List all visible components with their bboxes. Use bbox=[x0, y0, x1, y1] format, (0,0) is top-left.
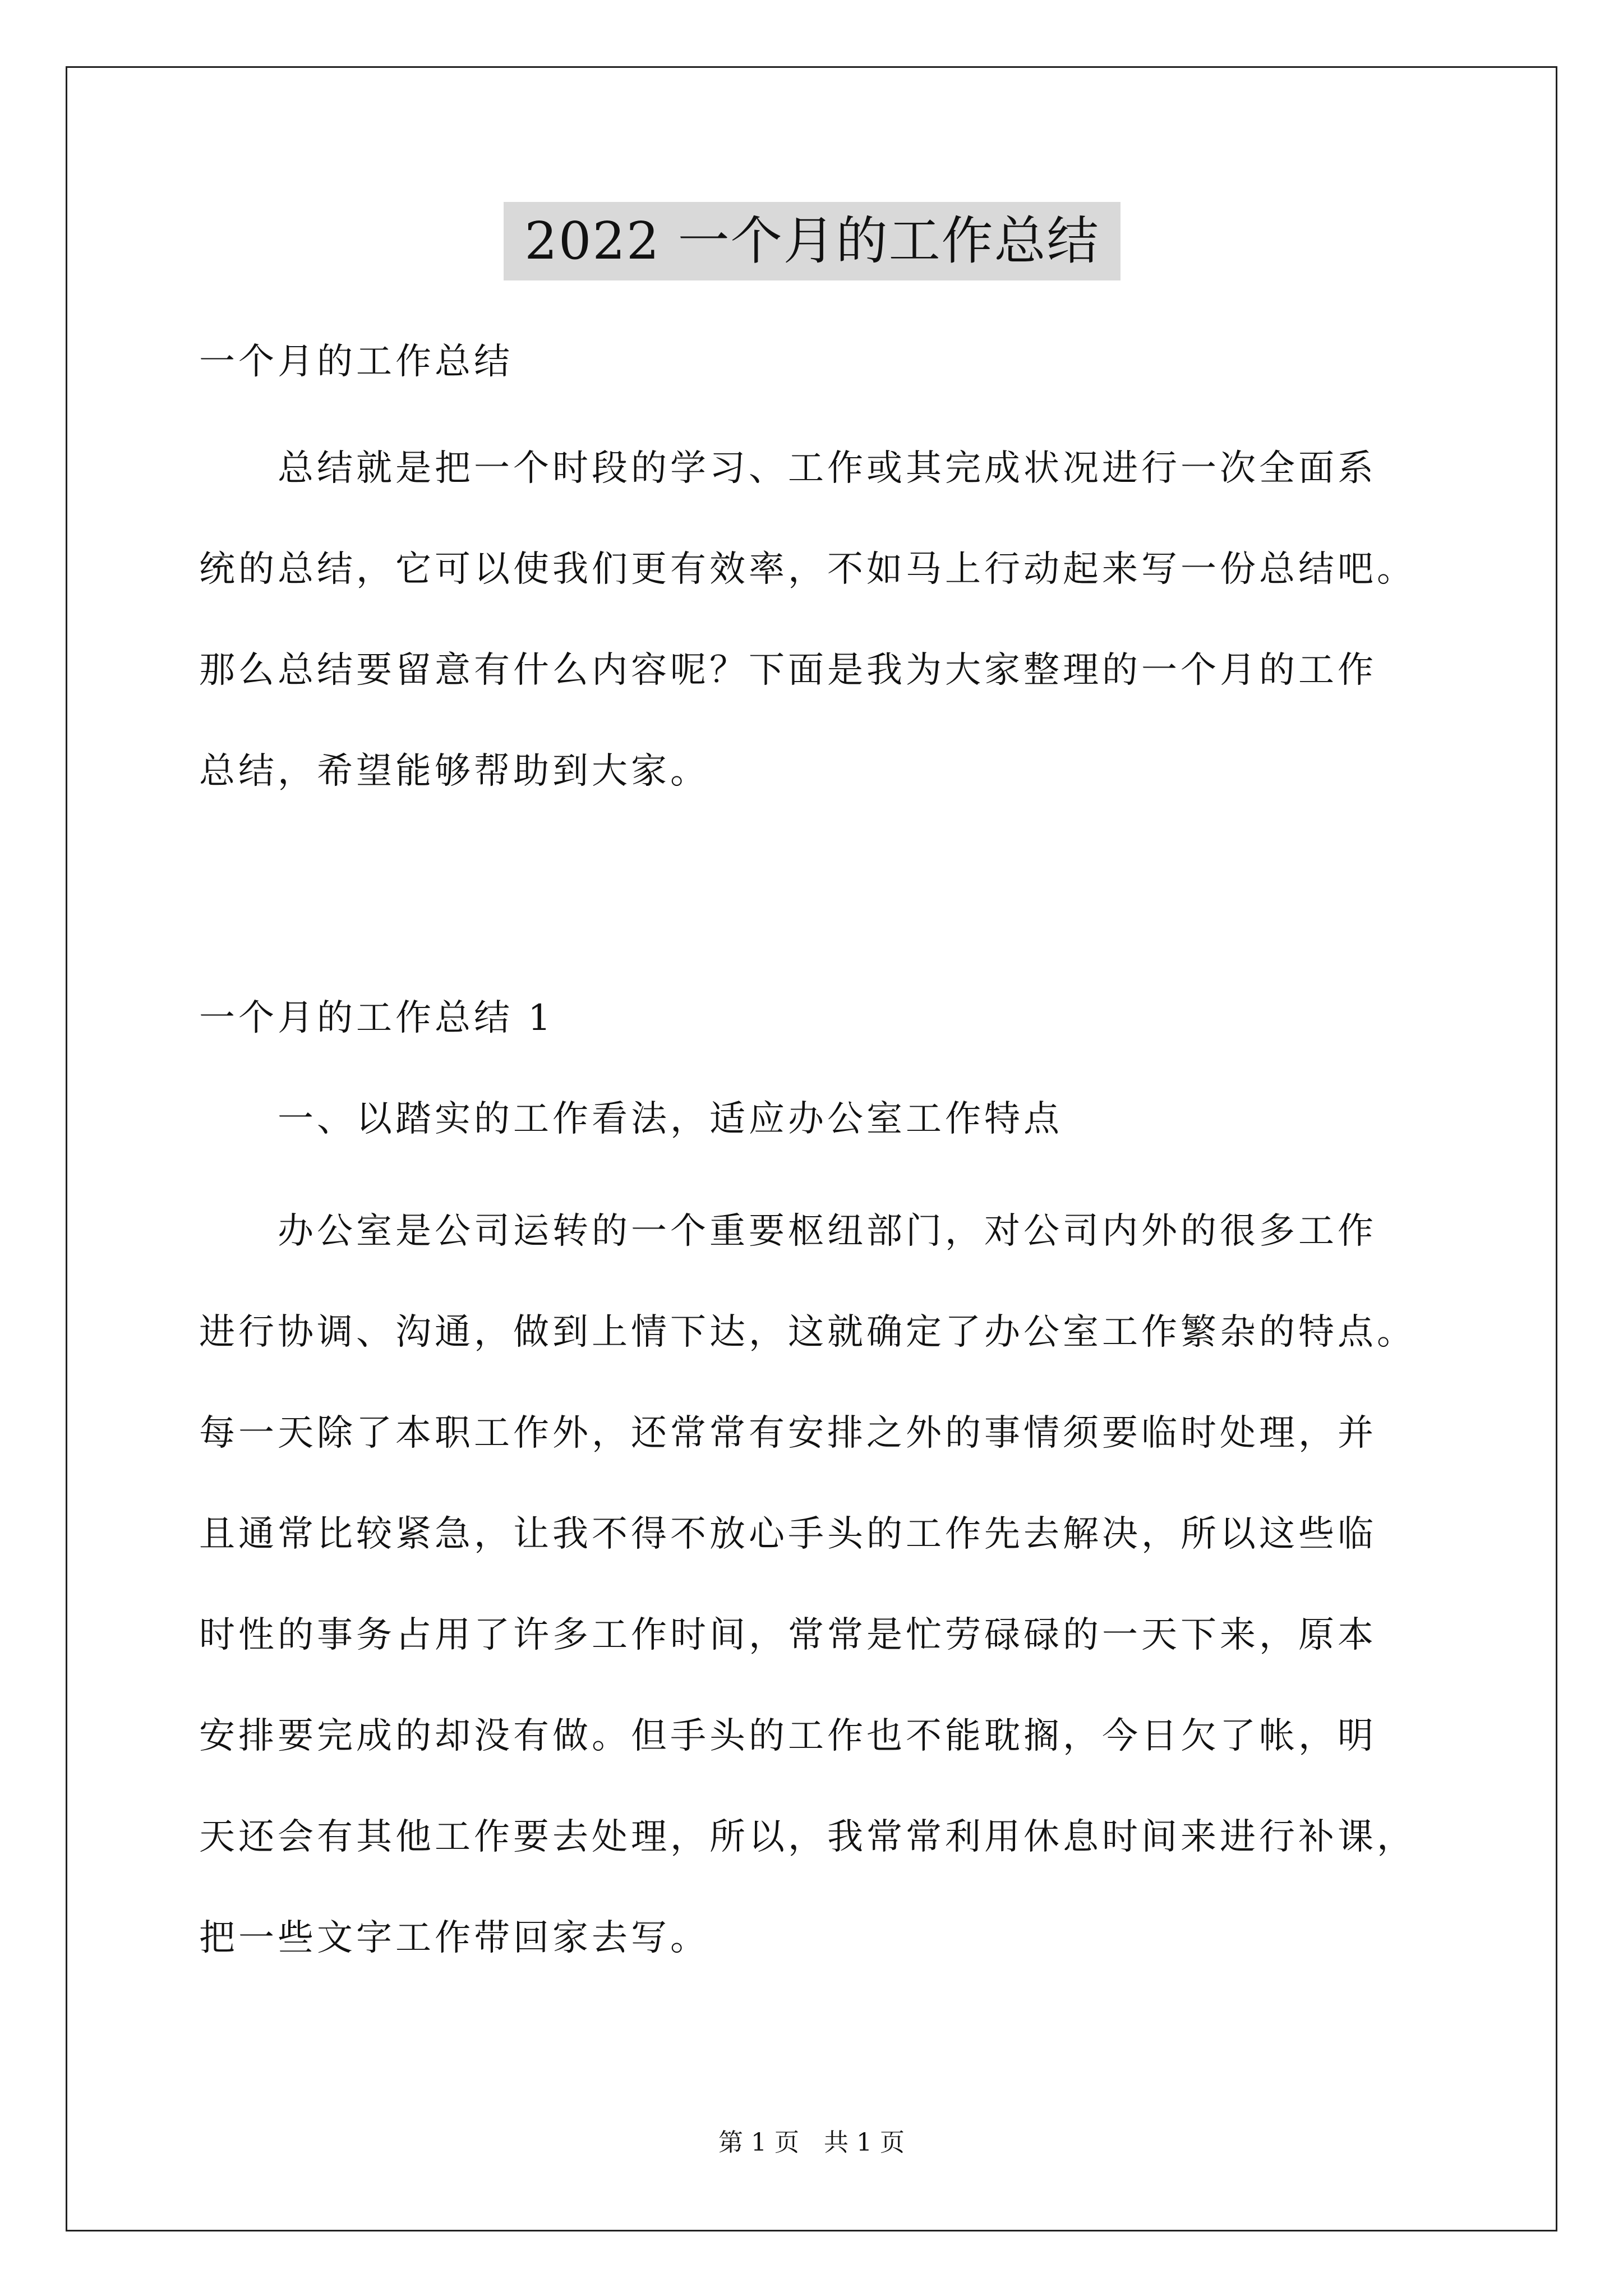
paragraph-line: 时性的事务占用了许多工作时间，常常是忙劳碌碌的一天下来，原本 bbox=[199, 1614, 1377, 1656]
paragraph-line: 每一天除了本职工作外，还常常有安排之外的事情须要临时处理，并 bbox=[199, 1412, 1377, 1454]
paragraph-line: 把一些文字工作带回家去写。 bbox=[199, 1917, 709, 1959]
section-heading: 一个月的工作总结 bbox=[199, 341, 513, 383]
paragraph-line: 办公室是公司运转的一个重要枢纽部门，对公司内外的很多工作 bbox=[278, 1211, 1377, 1252]
paragraph-line: 且通常比较紧急，让我不得不放心手头的工作先去解决，所以这些临 bbox=[199, 1513, 1377, 1555]
paragraph-line: 总结，希望能够帮助到大家。 bbox=[199, 751, 709, 792]
section-heading: 一个月的工作总结 1 bbox=[199, 997, 555, 1039]
document-title: 2022 一个月的工作总结 bbox=[504, 202, 1121, 280]
subsection-heading: 一、以踏实的工作看法，适应办公室工作特点 bbox=[278, 1098, 1063, 1140]
paragraph-line: 统的总结，它可以使我们更有效率，不如马上行动起来写一份总结吧。 bbox=[199, 549, 1416, 590]
paragraph-line: 安排要完成的却没有做。但手头的工作也不能耽搁，今日欠了帐，明 bbox=[199, 1715, 1377, 1757]
paragraph-line: 那么总结要留意有什么内容呢？下面是我为大家整理的一个月的工作 bbox=[199, 650, 1377, 691]
paragraph-line: 总结就是把一个时段的学习、工作或其完成状况进行一次全面系 bbox=[278, 448, 1377, 489]
paragraph-line: 天还会有其他工作要去处理，所以，我常常利用休息时间来进行补课， bbox=[199, 1816, 1416, 1858]
page-number-footer: 第 1 页 共 1 页 bbox=[718, 2128, 905, 2157]
paragraph-line: 进行协调、沟通，做到上情下达，这就确定了办公室工作繁杂的特点。 bbox=[199, 1312, 1416, 1353]
page-border bbox=[66, 66, 1557, 2231]
